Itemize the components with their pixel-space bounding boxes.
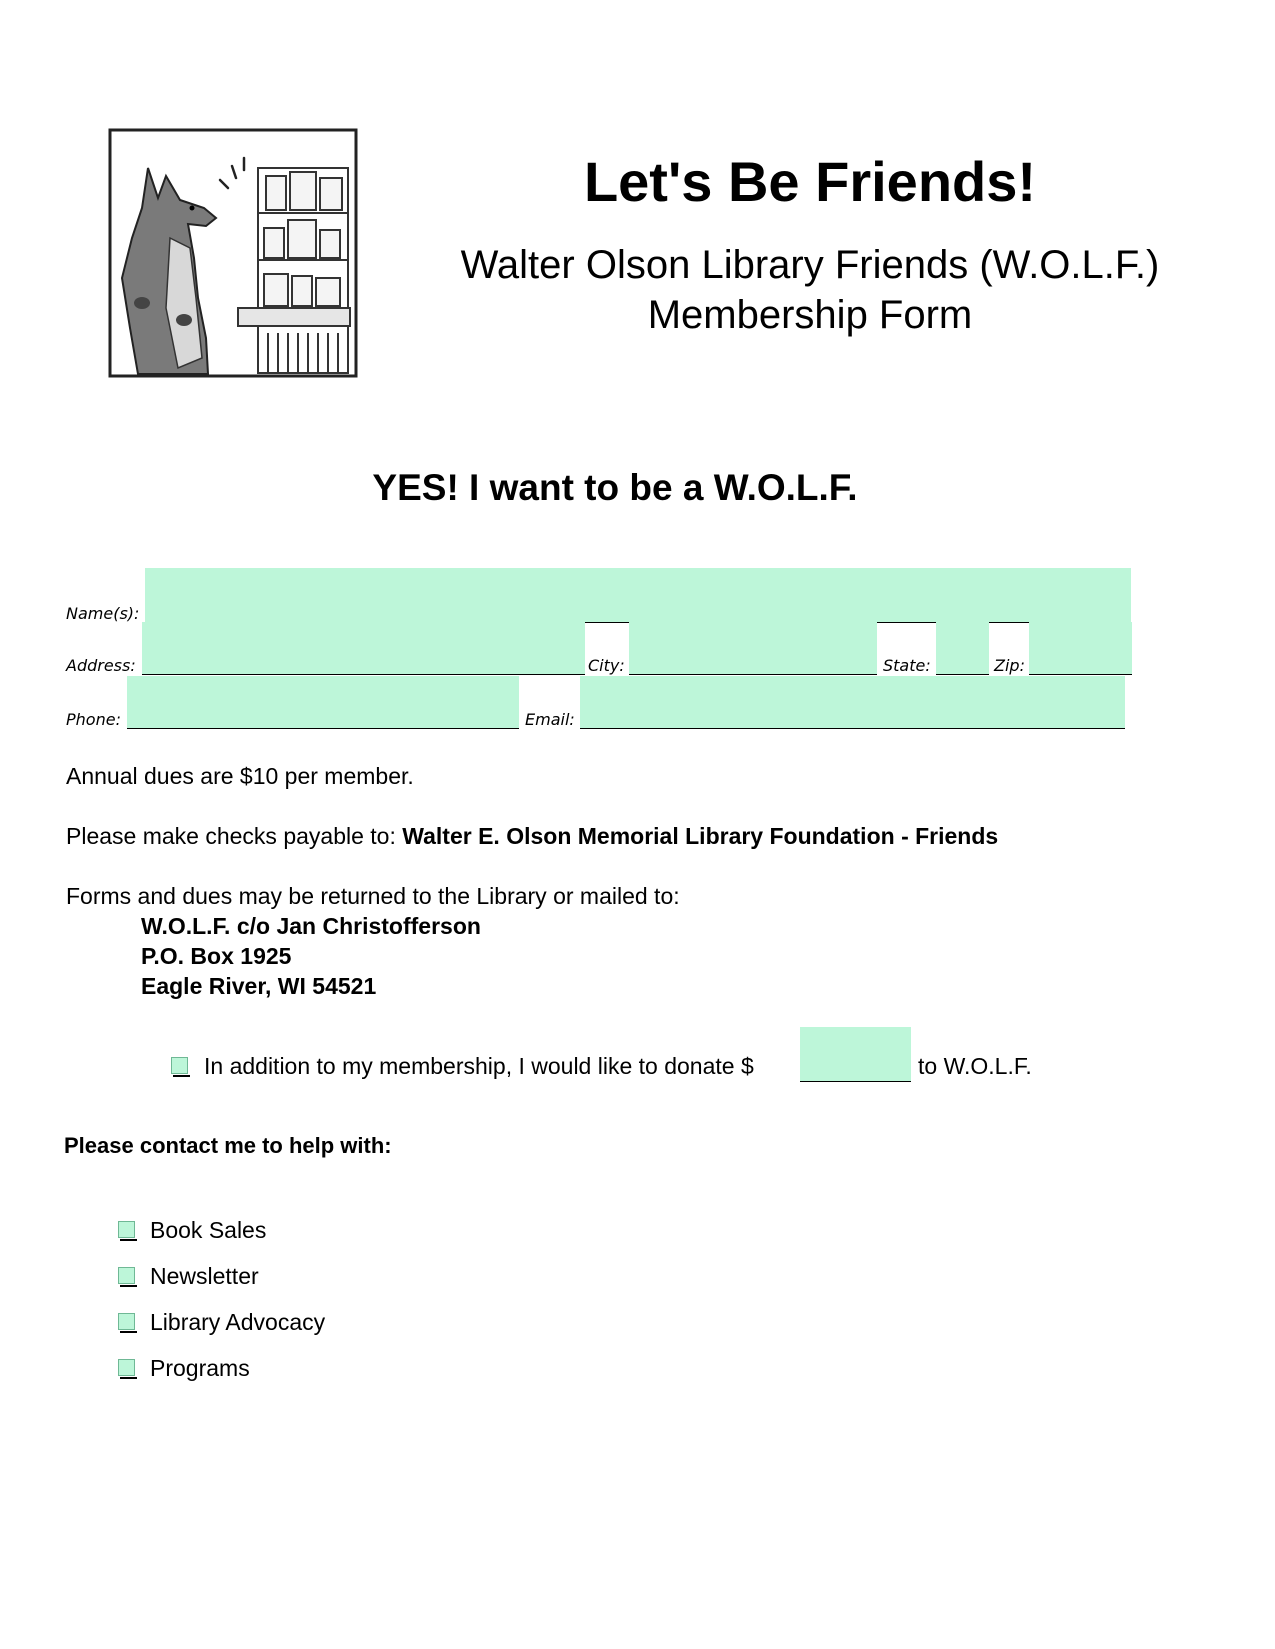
subtitle-line-2: Membership Form [647, 293, 973, 337]
mail-address-line-3: Eagle River, WI 54521 [141, 973, 377, 999]
city-label: City: [588, 656, 625, 675]
names-field[interactable] [145, 568, 1131, 622]
phone-field-box [127, 676, 519, 729]
page-subtitle [420, 240, 1200, 340]
return-text: Forms and dues may be returned to the Library or mailed to: [66, 883, 680, 909]
address-field-box [142, 622, 585, 675]
zip-label: Zip: [994, 656, 1025, 675]
zip-field[interactable] [1029, 622, 1132, 674]
mail-address-line-2: P.O. Box 1925 [141, 943, 292, 969]
donation-prefix: In addition to my membership, I would like to donate $ [204, 1053, 754, 1079]
help-option-book-sales: Book Sales [150, 1217, 267, 1243]
names-field-box [145, 568, 1131, 623]
email-field-box [580, 676, 1125, 729]
page-title: Let's Be Friends! [583, 150, 1037, 213]
dues-text: Annual dues are $10 per member. [66, 763, 414, 789]
state-field-box [936, 622, 989, 675]
subtitle-line-1: Walter Olson Library Friends (W.O.L.F.) [460, 243, 1160, 287]
city-field-box [629, 622, 877, 675]
newsletter-checkbox[interactable] [118, 1267, 135, 1284]
address-field[interactable] [142, 622, 585, 674]
programs-checkbox[interactable] [118, 1359, 135, 1376]
library-advocacy-checkbox[interactable] [118, 1313, 135, 1330]
help-option-library-advocacy: Library Advocacy [150, 1309, 326, 1335]
phone-label: Phone: [66, 710, 121, 729]
wolf-bookshelf-illustration [108, 128, 360, 380]
donation-suffix: to W.O.L.F. [918, 1053, 1032, 1079]
book-sales-checkbox[interactable] [118, 1221, 135, 1238]
zip-field-box [1029, 622, 1132, 675]
help-option-programs: Programs [150, 1355, 250, 1381]
mail-address-line-1: W.O.L.F. c/o Jan Christofferson [141, 913, 481, 939]
state-label: State: [883, 656, 931, 675]
help-heading: Please contact me to help with: [64, 1133, 392, 1158]
email-label: Email: [525, 710, 575, 729]
help-option-newsletter: Newsletter [150, 1263, 259, 1289]
donate-checkbox[interactable] [171, 1057, 188, 1074]
phone-field[interactable] [127, 676, 519, 728]
checks-payee: Walter E. Olson Memorial Library Foundation - Friends [402, 823, 999, 849]
address-label: Address: [66, 656, 136, 675]
state-field[interactable] [936, 622, 989, 674]
email-field[interactable] [580, 676, 1125, 728]
donation-amount-box [800, 1027, 911, 1082]
names-label: Name(s): [66, 604, 140, 623]
form-heading: YES! I want to be a W.O.L.F. [372, 467, 858, 508]
city-field[interactable] [629, 622, 877, 674]
checks-prefix: Please make checks payable to: [66, 823, 403, 849]
checks-payable-text [66, 821, 998, 851]
donation-amount-field[interactable] [800, 1027, 911, 1081]
